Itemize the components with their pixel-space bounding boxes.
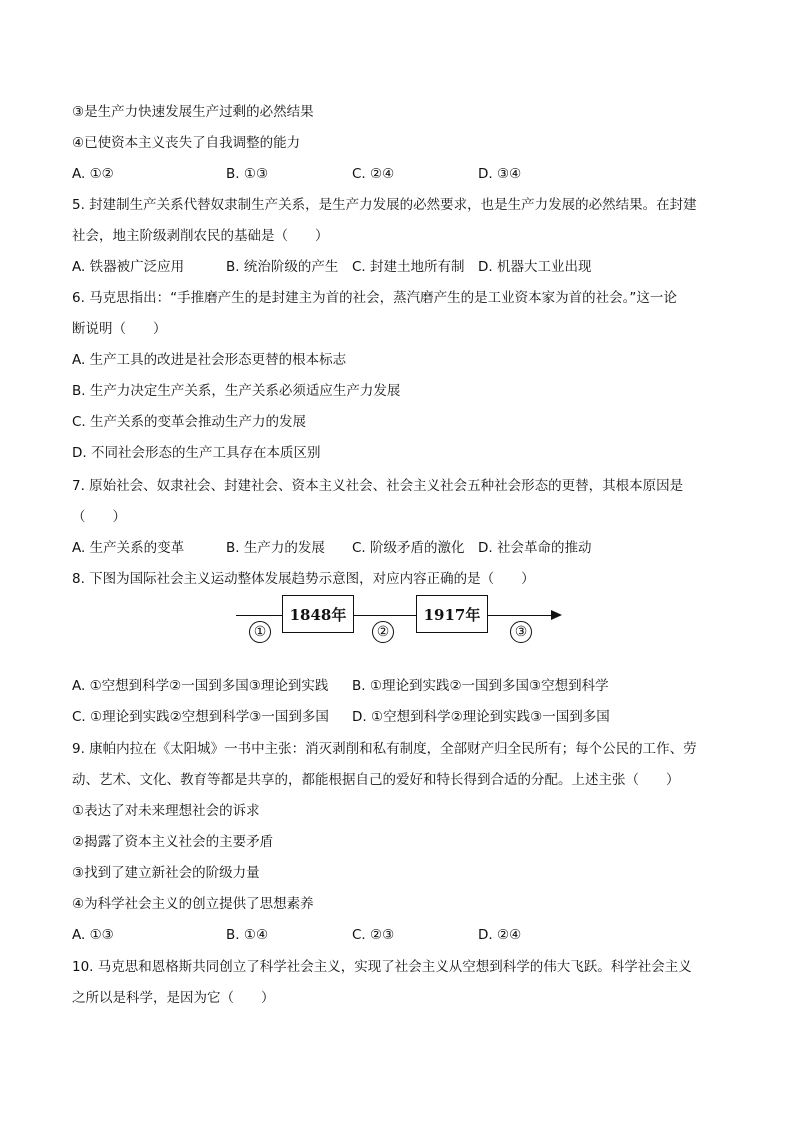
q5-option-d[interactable]: D. 机器大工业出现 [478,259,592,275]
q9-option-a[interactable]: A. ①③ [72,927,114,943]
q5-stem-line2: 社会，地主阶级剥削农民的基础是（ ） [72,228,329,244]
q8-option-c[interactable]: C. ①理论到实践②空想到科学③一国到多国 [72,709,329,725]
q4-option-a[interactable]: A. ①② [72,166,114,182]
q9-option-c[interactable]: C. ②③ [352,927,395,943]
q5-option-a[interactable]: A. 铁器被广泛应用 [72,259,185,275]
q8-stem: 8. 下图为国际社会主义运动整体发展趋势示意图，对应内容正确的是（ ） [72,571,535,587]
timeline-segment [354,615,416,616]
q6-option-b[interactable]: B. 生产力决定生产关系，生产关系必须适应生产力发展 [72,383,401,399]
q5-stem-line1: 5. 封建制生产关系代替奴隶制生产关系，是生产力发展的必然要求，也是生产力发展的必然结果。在封建 [72,197,697,213]
timeline-segment [488,615,552,616]
q7-option-c[interactable]: C. 阶级矛盾的激化 [352,540,465,556]
q4-option-d[interactable]: D. ③④ [478,166,522,182]
q4-option-c[interactable]: C. ②④ [352,166,395,182]
timeline-year-1917: 1917年 [416,595,488,633]
q10-stem-line1: 10. 马克思和恩格斯共同创立了科学社会主义，实现了社会主义从空想到科学的伟大飞跃。科学社会主义 [72,959,692,975]
q6-option-c[interactable]: C. 生产关系的变革会推动生产力的发展 [72,414,307,430]
q6-option-a[interactable]: A. 生产工具的改进是社会形态更替的根本标志 [72,352,347,368]
q9-option-b[interactable]: B. ①④ [226,927,269,943]
q9-stem-line1: 9. 康帕内拉在《太阳城》一书中主张：消灭剥削和私有制度，全部财产归全民所有；每个公民的工作、劳 [72,741,697,757]
q9-statement-1: ①表达了对未来理想社会的诉求 [72,803,260,819]
socialism-timeline-figure [236,594,562,642]
q5-option-b[interactable]: B. 统治阶级的产生 [226,259,339,275]
timeline-marker-1: ① [249,621,271,643]
q5-option-c[interactable]: C. 封建土地所有制 [352,259,465,275]
q9-statement-4: ④为科学社会主义的创立提供了思想素养 [72,896,314,912]
q7-stem-line2: （ ） [72,509,126,525]
q8-option-a[interactable]: A. ①空想到科学②一国到多国③理论到实践 [72,678,329,694]
timeline-year-1848: 1848年 [282,595,354,633]
q9-statement-2: ②揭露了资本主义社会的主要矛盾 [72,834,274,850]
q7-option-d[interactable]: D. 社会革命的推动 [478,540,592,556]
q8-option-b[interactable]: B. ①理论到实践②一国到多国③空想到科学 [352,678,609,694]
q7-option-b[interactable]: B. 生产力的发展 [226,540,325,556]
option-3-statement: ③是生产力快速发展生产过剩的必然结果 [72,104,314,120]
q4-option-b[interactable]: B. ①③ [226,166,269,182]
q6-stem-line1: 6. 马克思指出：“手推磨产生的是封建主为首的社会，蒸汽磨产生的是工业资本家为首的社会。”这一论 [72,290,677,306]
timeline-arrowhead [551,610,562,620]
q8-option-d[interactable]: D. ①空想到科学②理论到实践③一国到多国 [352,709,610,725]
q7-stem-line1: 7. 原始社会、奴隶社会、封建社会、资本主义社会、社会主义社会五种社会形态的更替，其根本原因是 [72,478,684,494]
q6-option-d[interactable]: D. 不同社会形态的生产工具存在本质区别 [72,445,321,461]
timeline-segment [236,615,282,616]
q9-stem-line2: 动、艺术、文化、教育等都是共享的，都能根据自己的爱好和特长得到合适的分配。上述主张（ ） [72,772,680,788]
q10-stem-line2: 之所以是科学，是因为它（ ） [72,990,275,1006]
q6-stem-line2: 断说明（ ） [72,321,167,337]
q7-option-a[interactable]: A. 生产关系的变革 [72,540,185,556]
timeline-marker-3: ③ [510,621,532,643]
q9-option-d[interactable]: D. ②④ [478,927,522,943]
timeline-marker-2: ② [372,621,394,643]
option-4-statement: ④已使资本主义丧失了自我调整的能力 [72,135,301,151]
q9-statement-3: ③找到了建立新社会的阶级力量 [72,865,260,881]
